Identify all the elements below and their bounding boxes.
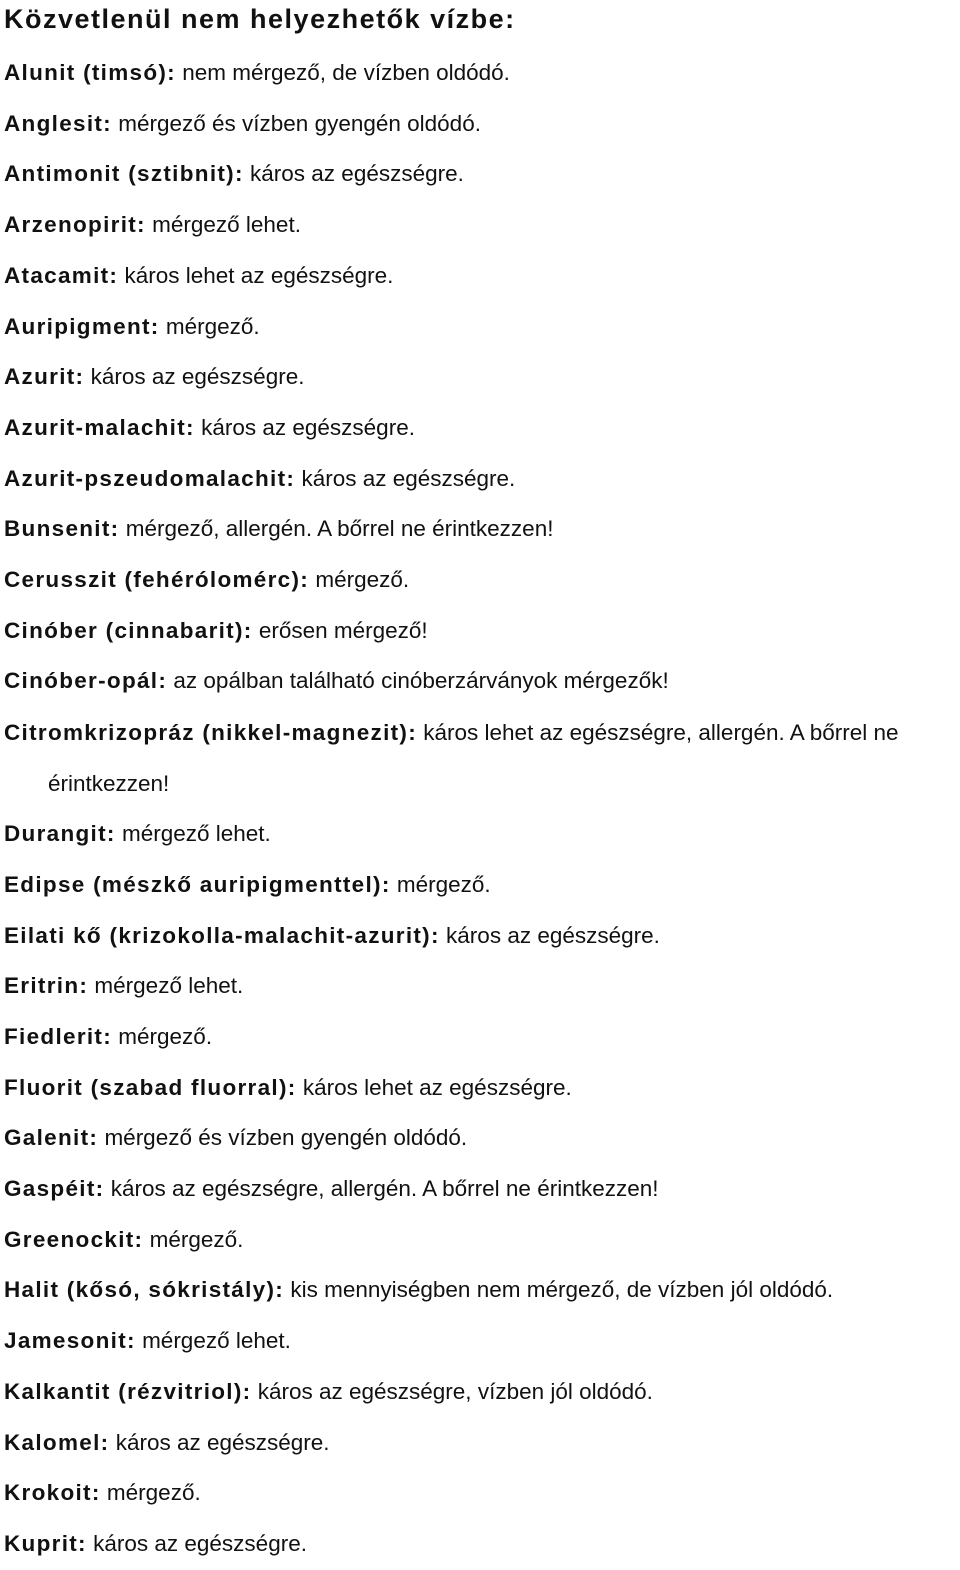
mineral-note: mérgező. [106,1480,201,1506]
list-item [4,1265,959,1316]
list-item [4,504,959,555]
mineral-name: Arzenopirit: [4,212,146,238]
list-item [4,1113,959,1164]
mineral-name: Kalkantit (rézvitriol): [4,1378,252,1404]
list-item [4,1164,959,1215]
mineral-name: Auripigment: [4,313,160,339]
list-item [4,860,959,911]
list-item [4,707,959,809]
mineral-name: Durangit: [4,821,116,847]
mineral-name: Greenockit: [4,1226,144,1252]
list-item [4,149,959,200]
mineral-note: erősen mérgező! [258,617,428,643]
mineral-note: mérgező lehet. [152,212,301,238]
list-item [4,454,959,505]
mineral-name: Azurit-malachit: [4,414,195,440]
mineral-note: kis mennyiségben nem mérgező, de vízben jól oldódó. [290,1277,834,1303]
mineral-note: az opálban található cinóberzárványok mérgezők! [173,668,669,694]
list-item [4,302,959,353]
mineral-note: mérgező. [396,871,491,897]
mineral-name: Citromkrizopráz (nikkel-magnezit): [4,720,417,746]
mineral-name: Alunit (timsó): [4,60,176,85]
mineral-name: Fiedlerit: [4,1023,113,1049]
mineral-note: káros lehet az egészségre, allergén. A bőrrel ne érintkezzen! [48,720,899,797]
mineral-name: Azurit-pszeudomalachit: [4,465,296,491]
list-item [4,809,959,860]
list-item [4,961,959,1012]
mineral-note: mérgező, allergén. A bőrrel ne érintkezzen! [125,516,554,542]
mineral-name: Cinóber (cinnabarit): [4,617,253,643]
mineral-list [4,48,959,1570]
mineral-name: Bunsenit: [4,516,120,542]
list-item [4,200,959,251]
mineral-note: mérgező. [315,567,410,593]
mineral-name: Azurit: [4,364,85,390]
mineral-note: mérgező lehet. [142,1328,291,1354]
list-item [4,1468,959,1519]
list-item [4,1519,959,1570]
mineral-note: káros az egészségre. [90,364,305,390]
mineral-name: Jamesonit: [4,1328,136,1354]
mineral-name: Halit (kősó, sókristály): [4,1277,285,1303]
list-item [4,1012,959,1063]
list-item [4,403,959,454]
mineral-note: káros az egészségre, allergén. A bőrrel ne érintkezzen! [110,1176,659,1202]
list-item [4,911,959,962]
mineral-note: mérgező. [165,313,260,339]
list-item [4,99,959,150]
mineral-name: Gaspéit: [4,1176,105,1202]
mineral-name: Antimonit (sztibnit): [4,161,244,187]
list-item [4,1367,959,1418]
list-item [4,1316,959,1367]
mineral-note: káros az egészségre. [250,161,464,187]
mineral-name: Atacamit: [4,262,119,288]
mineral-note: káros az egészségre, vízben jól oldódó. [257,1378,653,1404]
mineral-note: mérgező és vízben gyengén oldódó. [104,1125,468,1151]
mineral-note: káros lehet az egészségre. [124,262,394,288]
mineral-note: mérgező. [149,1226,244,1252]
mineral-name: Galenit: [4,1125,99,1151]
mineral-note: mérgező és vízben gyengén oldódó. [118,110,481,136]
mineral-note: mérgező lehet. [121,821,271,847]
mineral-name: Kalomel: [4,1429,110,1455]
mineral-note: káros az egészségre. [93,1530,307,1556]
list-item [4,352,959,403]
mineral-name: Edipse (mészkő auripigmenttel): [4,871,391,897]
mineral-note: káros az egészségre. [115,1429,330,1455]
list-item [4,1215,959,1266]
mineral-note: káros lehet az egészségre. [302,1074,572,1100]
mineral-note: mérgező. [118,1023,213,1049]
mineral-note: káros az egészségre. [446,922,660,948]
mineral-note: káros az egészségre. [301,465,516,491]
mineral-note: káros az egészségre. [201,414,415,440]
list-item [4,555,959,606]
list-item [4,1418,959,1469]
mineral-name: Cerusszit (fehérólomérc): [4,567,310,593]
mineral-name: Anglesit: [4,110,112,136]
mineral-name: Fluorit (szabad fluorral): [4,1074,297,1100]
list-item [4,1063,959,1114]
mineral-name: Krokoit: [4,1480,101,1506]
list-item [4,656,959,707]
mineral-note: mérgező lehet. [94,973,244,999]
mineral-note: nem mérgező, de vízben oldódó. [182,60,510,85]
list-item [4,251,959,302]
mineral-name: Eilati kő (krizokolla-malachit-azurit): [4,922,440,948]
section-heading: Közvetlenül nem helyezhetők vízbe: [4,4,516,34]
mineral-name: Kuprit: [4,1530,87,1556]
mineral-name: Cinóber-opál: [4,668,168,694]
mineral-name: Eritrin: [4,973,89,999]
list-item [4,48,959,99]
list-item [4,606,959,657]
